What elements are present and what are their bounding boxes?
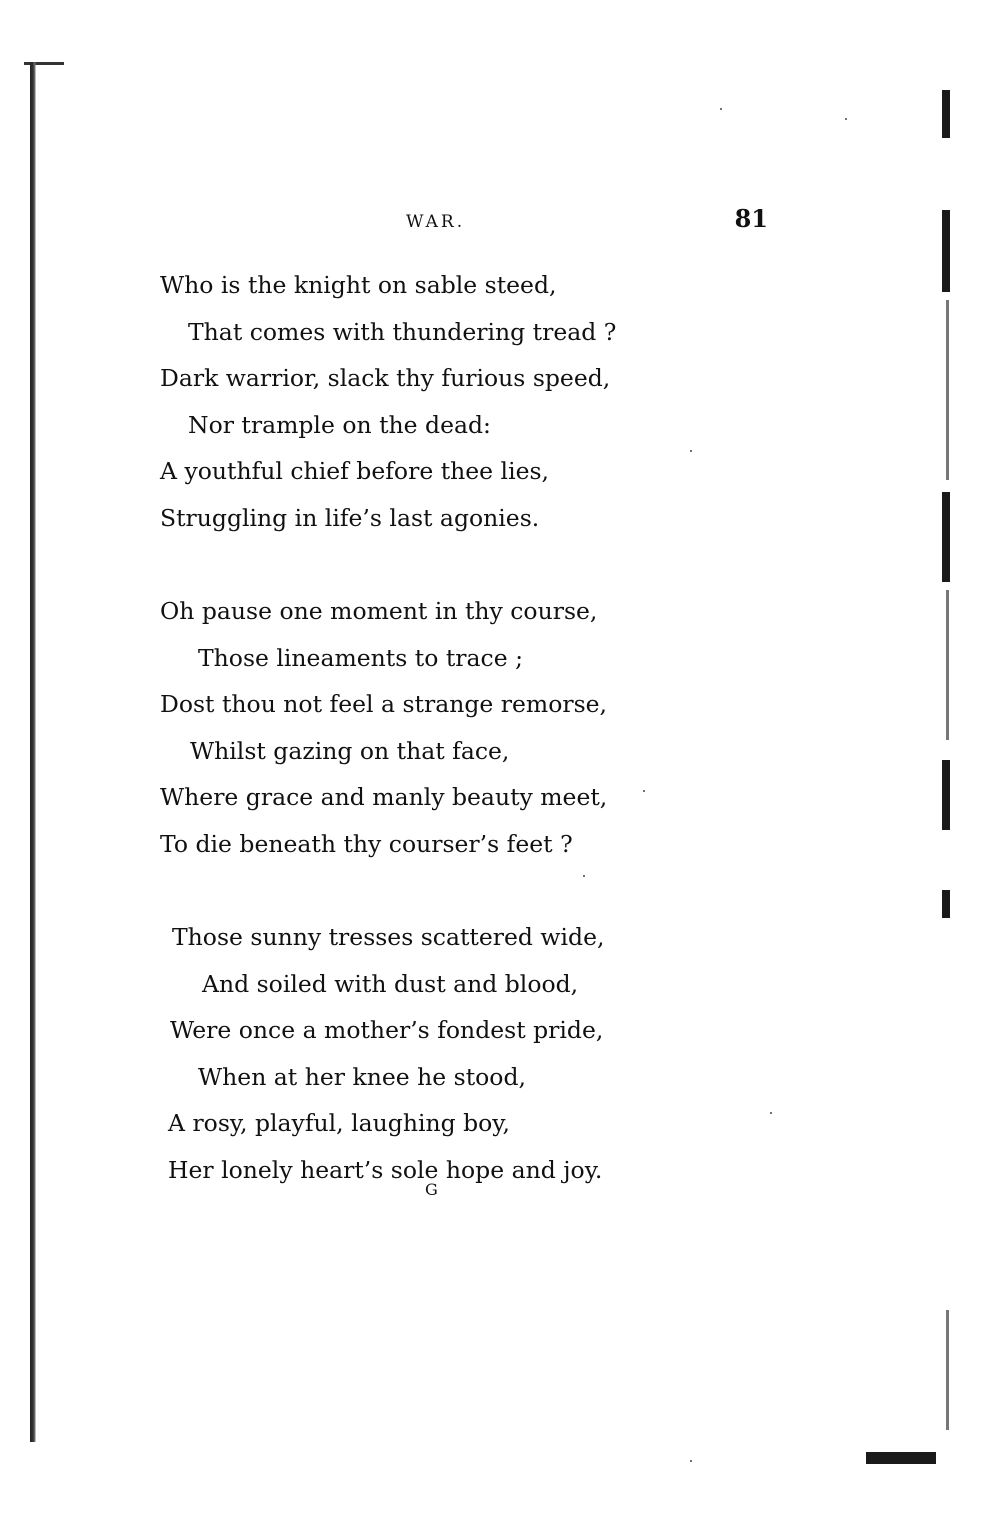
poem-line: Nor trample on the dead: (188, 410, 491, 439)
binding-edge-right-9 (866, 1452, 936, 1464)
stanza-3 (160, 914, 680, 1193)
poem-line: Whilst gazing on that face, (190, 736, 510, 765)
poem-line: Those sunny tresses scattered wide, (172, 923, 605, 951)
stanza-1 (160, 262, 680, 541)
poem-line: Those lineaments to trace ; (198, 643, 523, 672)
binding-edge-right-8 (946, 1310, 949, 1430)
scan-speck (690, 450, 692, 452)
poem-line: Dost thou not feel a strange remorse, (160, 690, 608, 718)
scan-speck (690, 1460, 692, 1462)
page-header (160, 204, 770, 240)
binding-edge-right-6 (942, 760, 950, 830)
poem-line: Where grace and manly beauty meet, (160, 783, 608, 811)
signature-mark: G (425, 1180, 438, 1199)
page-number: 81 (734, 204, 768, 233)
poem-line: To die beneath thy courser’s feet ? (160, 829, 573, 858)
poem-line: Struggling in life’s last agonies. (160, 503, 540, 532)
poem-line: Dark warrior, slack thy furious speed, (160, 364, 611, 392)
poem-line: Were once a mother’s fondest pride, (170, 1016, 604, 1044)
poem-line: Her lonely heart’s sole hope and joy. (168, 1155, 603, 1184)
poem-line: A rosy, playful, laughing boy, (168, 1109, 510, 1137)
scan-speck (845, 118, 847, 120)
poem (160, 262, 680, 1193)
binding-edge-right-1 (942, 90, 950, 138)
binding-edge-right-3 (946, 300, 949, 480)
poem-line: Who is the knight on sable steed, (160, 271, 557, 299)
binding-edge-right-5 (946, 590, 949, 740)
poem-line: That comes with thundering tread ? (188, 317, 617, 346)
binding-edge-right-4 (942, 492, 950, 582)
binding-edge-left (30, 62, 36, 1442)
running-head: WAR. (406, 212, 466, 232)
stanza-2 (160, 588, 680, 867)
binding-edge-right-2 (942, 210, 950, 292)
poem-line: Oh pause one moment in thy course, (160, 597, 598, 625)
poem-line: When at her knee he stood, (198, 1062, 526, 1091)
binding-edge-right-7 (942, 890, 950, 918)
poem-line: And soiled with dust and blood, (202, 969, 579, 998)
scan-speck (720, 108, 722, 110)
poem-line: A youthful chief before thee lies, (160, 457, 550, 485)
scan-speck (770, 1112, 772, 1114)
